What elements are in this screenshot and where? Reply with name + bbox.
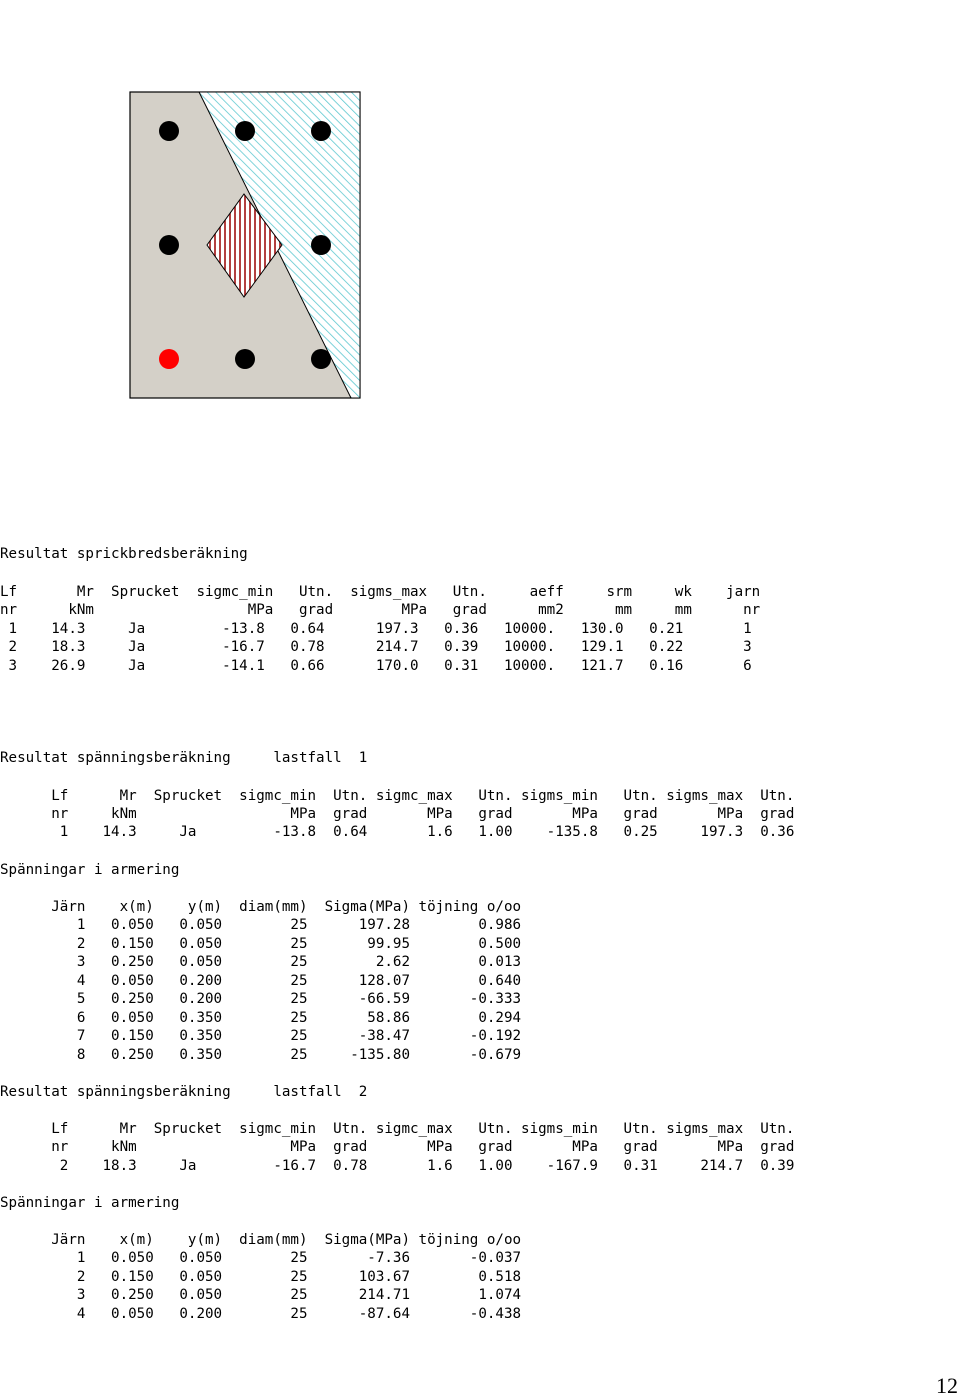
- crack-row: 3 26.9 Ja -14.1 0.66 170.0 0.31 10000. 121.7 0.16 6: [0, 658, 752, 674]
- lc1-armering-row: 2 0.150 0.050 25 99.95 0.500: [0, 936, 522, 952]
- lc2-armering-row: 1 0.050 0.050 25 -7.36 -0.037: [0, 1250, 522, 1266]
- lc1-row: 1 14.3 Ja -13.8 0.64 1.6 1.00 -135.8 0.25 197.3 0.36: [0, 824, 795, 840]
- lc1-armering-row: 8 0.250 0.350 25 -135.80 -0.679: [0, 1047, 522, 1063]
- lc1-armering-row: 6 0.050 0.350 25 58.86 0.294: [0, 1010, 522, 1026]
- lc1-armering-title: Spänningar i armering: [0, 862, 180, 878]
- bar-8: [311, 121, 331, 141]
- bar-2: [235, 349, 255, 369]
- lc1-header-1: Lf Mr Sprucket sigmc_min Utn. sigmc_max Utn. sigms_min Utn. sigms_max Utn.: [0, 788, 795, 804]
- lc1-armering-row: 3 0.250 0.050 25 2.62 0.013: [0, 954, 522, 970]
- crack-row: 2 18.3 Ja -16.7 0.78 214.7 0.39 10000. 129.1 0.22 3: [0, 639, 752, 655]
- lc2-armering-row: 2 0.150 0.050 25 103.67 0.518: [0, 1269, 522, 1285]
- lc2-header-2: nr kNm MPa grad MPa grad MPa grad MPa grad: [0, 1139, 795, 1155]
- lc1-armering-row: 7 0.150 0.350 25 -38.47 -0.192: [0, 1028, 522, 1044]
- lc1-armering-row: 1 0.050 0.050 25 197.28 0.986: [0, 917, 522, 933]
- bar-4: [159, 235, 179, 255]
- lc2-armering-title: Spänningar i armering: [0, 1195, 180, 1211]
- page-number: 12: [936, 1373, 958, 1398]
- lc2-row: 2 18.3 Ja -16.7 0.78 1.6 1.00 -167.9 0.31 214.7 0.39: [0, 1158, 795, 1174]
- lc2-title: Resultat spänningsberäkning lastfall 2: [0, 1084, 368, 1100]
- lc2-armering-row: 4 0.050 0.200 25 -87.64 -0.438: [0, 1306, 522, 1322]
- crack-header-1: Lf Mr Sprucket sigmc_min Utn. sigms_max Utn. aeff srm wk jarn: [0, 584, 761, 600]
- bar-6: [159, 121, 179, 141]
- lc1-armering-row: 4 0.050 0.200 25 128.07 0.640: [0, 973, 522, 989]
- crack-row: 1 14.3 Ja -13.8 0.64 197.3 0.36 10000. 130.0 0.21 1: [0, 621, 752, 637]
- crack-title: Resultat sprickbredsberäkning: [0, 546, 248, 562]
- lc1-header-2: nr kNm MPa grad MPa grad MPa grad MPa grad: [0, 806, 795, 822]
- lc1-armering-header: Järn x(m) y(m) diam(mm) Sigma(MPa) töjning o/oo: [0, 899, 522, 915]
- bar-5: [311, 235, 331, 255]
- cross-section-figure: [129, 91, 362, 401]
- lc2-header-1: Lf Mr Sprucket sigmc_min Utn. sigmc_max Utn. sigms_min Utn. sigms_max Utn.: [0, 1121, 795, 1137]
- lc1-armering-row: 5 0.250 0.200 25 -66.59 -0.333: [0, 991, 522, 1007]
- crack-header-2: nr kNm MPa grad MPa grad mm2 mm mm nr: [0, 602, 761, 618]
- lc1-title: Resultat spänningsberäkning lastfall 1: [0, 750, 368, 766]
- bar-1: [159, 349, 179, 369]
- bar-3: [311, 349, 331, 369]
- lc2-armering-header: Järn x(m) y(m) diam(mm) Sigma(MPa) töjning o/oo: [0, 1232, 522, 1248]
- bar-7: [235, 121, 255, 141]
- lc2-armering-row: 3 0.250 0.050 25 214.71 1.074: [0, 1287, 522, 1303]
